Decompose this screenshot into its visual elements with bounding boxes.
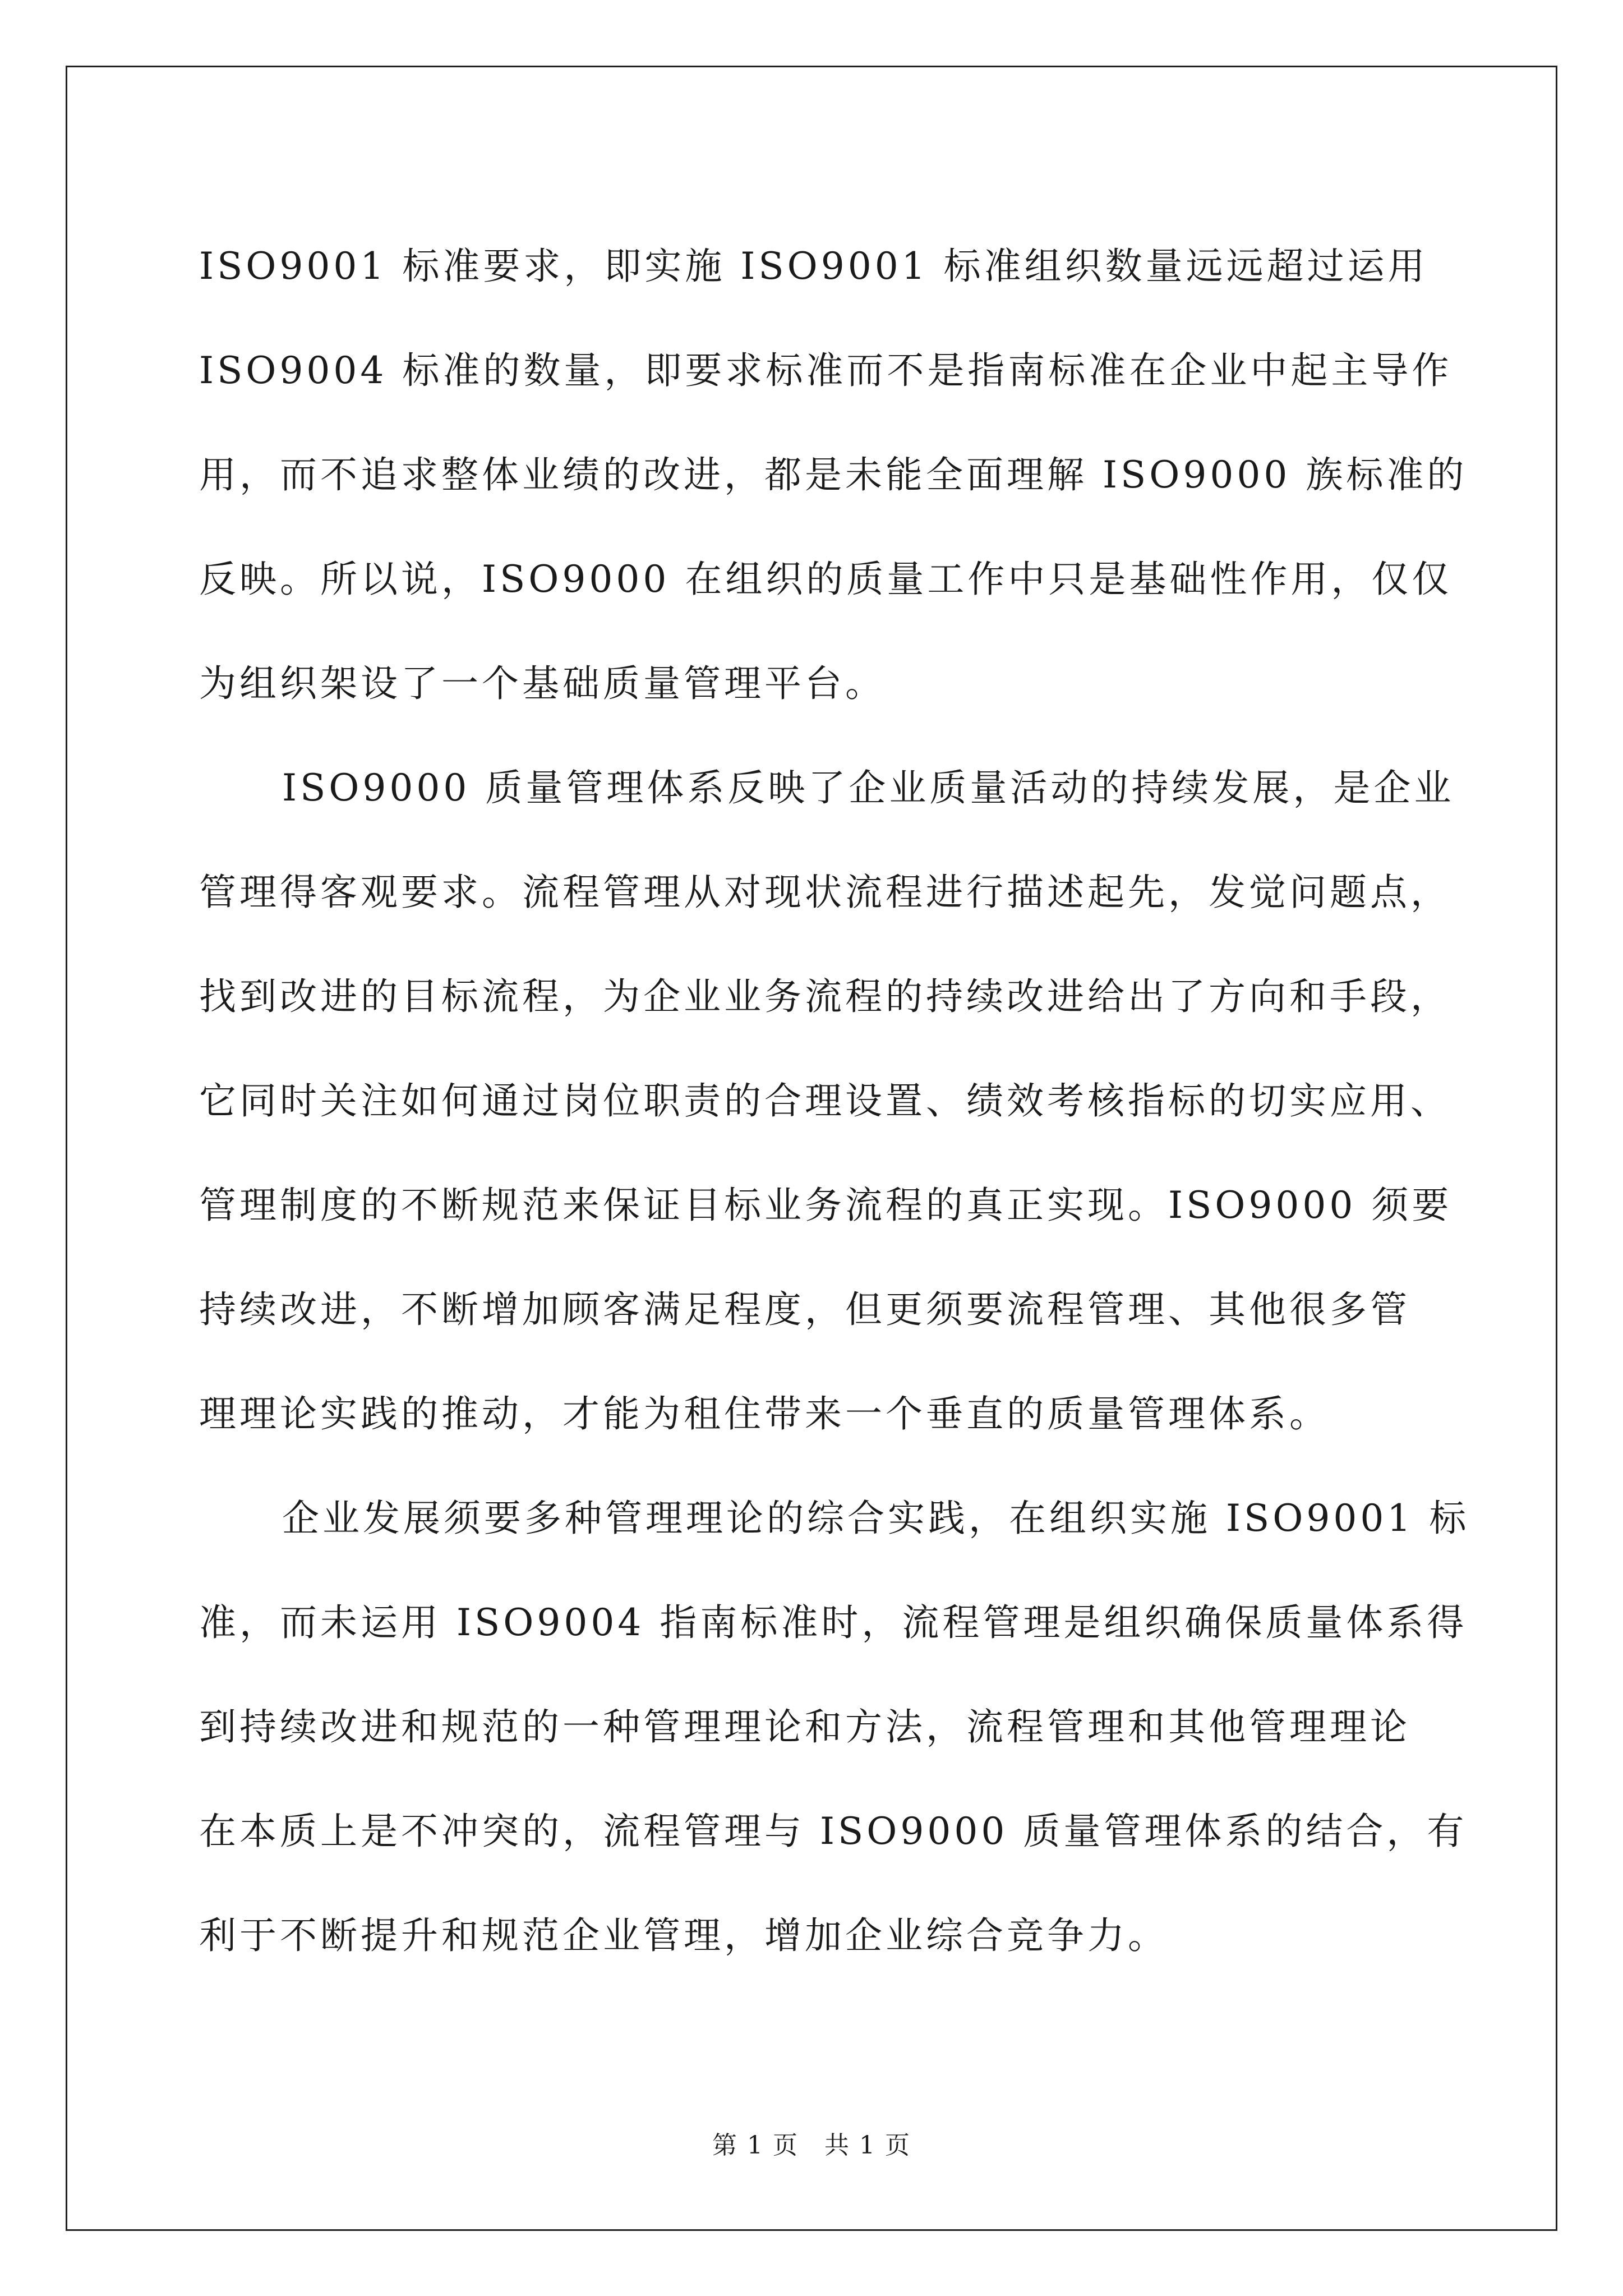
text-line: 管理制度的不断规范来保证目标业务流程的真正实现。ISO9000 须要 xyxy=(199,1184,1453,1227)
text-line: 利于不断提升和规范企业管理，增加企业综合竞争力。 xyxy=(199,1914,1168,1957)
page-number-footer: 第 1 页 共 1 页 xyxy=(712,2131,911,2160)
text-line: 准，而未运用 ISO9004 指南标准时，流程管理是组织确保质量体系得 xyxy=(199,1601,1468,1644)
text-line: 持续改进，不断增加顾客满足程度，但更须要流程管理、其他很多管 xyxy=(199,1288,1410,1331)
text-line: ISO9004 标准的数量，即要求标准而不是指南标准在企业中起主导作 xyxy=(199,349,1453,392)
paragraph-2 xyxy=(199,736,1455,1466)
paragraph-1 xyxy=(199,214,1468,736)
text-line: 理理论实践的推动，才能为租住带来一个垂直的质量管理体系。 xyxy=(199,1392,1330,1435)
text-line: 找到改进的目标流程，为企业业务流程的持续改进给出了方向和手段， xyxy=(199,975,1451,1018)
text-line: 企业发展须要多种管理理论的综合实践，在组织实施 ISO9001 标 xyxy=(282,1497,1470,1540)
text-line: 用，而不追求整体业绩的改进，都是未能全面理解 ISO9000 族标准的 xyxy=(199,453,1468,496)
text-line: 它同时关注如何通过岗位职责的合理设置、绩效考核指标的切实应用、 xyxy=(199,1079,1451,1122)
text-line: 反映。所以说，ISO9000 在组织的质量工作中只是基础性作用，仅仅 xyxy=(199,558,1453,601)
text-line: 为组织架设了一个基础质量管理平台。 xyxy=(199,662,886,705)
text-line: 到持续改进和规范的一种管理理论和方法，流程管理和其他管理理论 xyxy=(199,1705,1410,1749)
text-line: 管理得客观要求。流程管理从对现状流程进行描述起先，发觉问题点， xyxy=(199,871,1451,914)
text-line: ISO9000 质量管理体系反映了企业质量活动的持续发展，是企业 xyxy=(282,766,1455,809)
document-body xyxy=(199,214,1470,1988)
paragraph-3 xyxy=(199,1466,1470,1988)
text-line: 在本质上是不冲突的，流程管理与 ISO9000 质量管理体系的结合，有 xyxy=(199,1810,1468,1853)
text-line: ISO9001 标准要求，即实施 ISO9001 标准组织数量远远超过运用 xyxy=(199,245,1428,288)
